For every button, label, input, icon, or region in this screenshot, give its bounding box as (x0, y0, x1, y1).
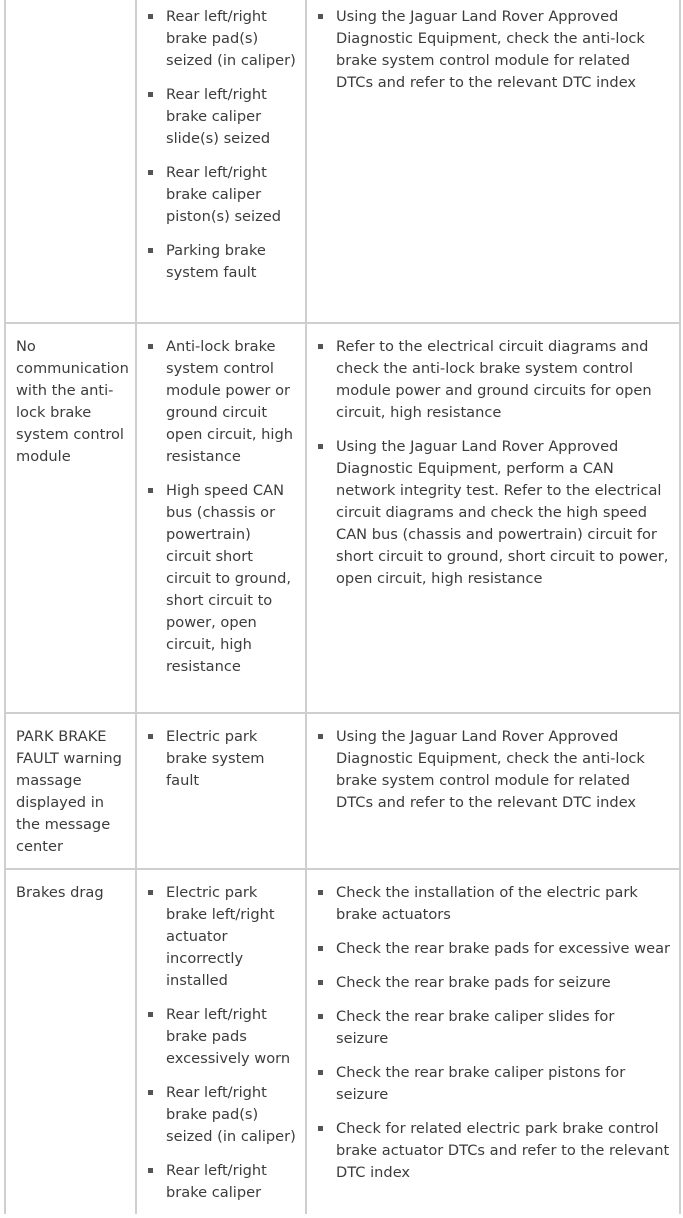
bullet-icon (148, 344, 153, 349)
list-item: Check the installation of the electric park brake actuators (317, 882, 671, 926)
list-item: Rear left/right brake caliper piston(s) seized (147, 162, 297, 228)
bullet-icon (318, 1070, 323, 1075)
list-item: Check the rear brake caliper slides for seizure (317, 1006, 671, 1050)
actions-list (317, 882, 671, 1184)
actions-list (317, 336, 671, 590)
list-item: Rear left/right brake caliper (147, 1160, 297, 1204)
condition-text: No communication with the anti-lock brake system control module (16, 338, 129, 465)
causes-list (147, 336, 297, 678)
bullet-icon (318, 890, 323, 895)
causes-list (147, 726, 297, 792)
bullet-icon (148, 488, 153, 493)
bullet-icon (148, 1090, 153, 1095)
bullet-icon (148, 1168, 153, 1173)
bullet-icon (318, 980, 323, 985)
list-item: Rear left/right brake pad(s) seized (in caliper) (147, 6, 297, 72)
diagnostic-table (4, 0, 681, 1214)
bullet-icon (148, 170, 153, 175)
list-item: Rear left/right brake caliper slide(s) seized (147, 84, 297, 150)
actions-cell (306, 869, 680, 1214)
list-item: Anti-lock brake system control module power or ground circuit open circuit, high resistance (147, 336, 297, 468)
causes-cell (136, 0, 306, 323)
bullet-icon (318, 344, 323, 349)
table-row (5, 0, 680, 323)
list-item: High speed CAN bus (chassis or powertrain) circuit short circuit to ground, short circuit to power, open circuit, high resistance (147, 480, 297, 678)
list-item: Using the Jaguar Land Rover Approved Diagnostic Equipment, check the anti-lock brake system control module for related DTCs and refer to the relevant DTC index (317, 726, 671, 814)
condition-cell (5, 869, 136, 1214)
bullet-icon (318, 1014, 323, 1019)
condition-text: PARK BRAKE FAULT warning massage displayed in the message center (16, 728, 122, 855)
list-item: Check the rear brake pads for excessive wear (317, 938, 671, 960)
table-row (5, 323, 680, 713)
bullet-icon (318, 444, 323, 449)
causes-list (147, 6, 297, 284)
causes-cell (136, 869, 306, 1214)
bullet-icon (318, 734, 323, 739)
list-item: Using the Jaguar Land Rover Approved Diagnostic Equipment, check the anti-lock brake system control module for related DTCs and refer to the relevant DTC index (317, 6, 671, 94)
condition-cell (5, 0, 136, 323)
bullet-icon (148, 14, 153, 19)
actions-list (317, 726, 671, 814)
causes-list (147, 882, 297, 1204)
list-item: Check the rear brake pads for seizure (317, 972, 671, 994)
bullet-icon (148, 248, 153, 253)
condition-cell (5, 323, 136, 713)
bullet-icon (318, 1126, 323, 1131)
list-item: Electric park brake system fault (147, 726, 297, 792)
bullet-icon (148, 1012, 153, 1017)
table-row (5, 869, 680, 1214)
actions-cell (306, 323, 680, 713)
causes-cell (136, 323, 306, 713)
list-item: Electric park brake left/right actuator incorrectly installed (147, 882, 297, 992)
list-item: Using the Jaguar Land Rover Approved Diagnostic Equipment, perform a CAN network integrity test. Refer to the electrical circuit diagrams and check the high speed CAN bus (chassis and powertrain) circuit for short circuit to ground, short circuit to power, open circuit, high resistance (317, 436, 671, 590)
bullet-icon (318, 946, 323, 951)
list-item: Rear left/right brake pad(s) seized (in caliper) (147, 1082, 297, 1148)
condition-cell (5, 713, 136, 869)
bullet-icon (318, 14, 323, 19)
actions-cell (306, 713, 680, 869)
condition-text: Brakes drag (16, 884, 104, 901)
list-item: Parking brake system fault (147, 240, 297, 284)
causes-cell (136, 713, 306, 869)
bullet-icon (148, 92, 153, 97)
table-row (5, 713, 680, 869)
bullet-icon (148, 734, 153, 739)
list-item: Check the rear brake caliper pistons for seizure (317, 1062, 671, 1106)
actions-cell (306, 0, 680, 323)
bullet-icon (148, 890, 153, 895)
list-item: Refer to the electrical circuit diagrams and check the anti-lock brake system control module power and ground circuits for open circuit, high resistance (317, 336, 671, 424)
list-item: Check for related electric park brake control brake actuator DTCs and refer to the relevant DTC index (317, 1118, 671, 1184)
actions-list (317, 6, 671, 94)
list-item: Rear left/right brake pads excessively worn (147, 1004, 297, 1070)
